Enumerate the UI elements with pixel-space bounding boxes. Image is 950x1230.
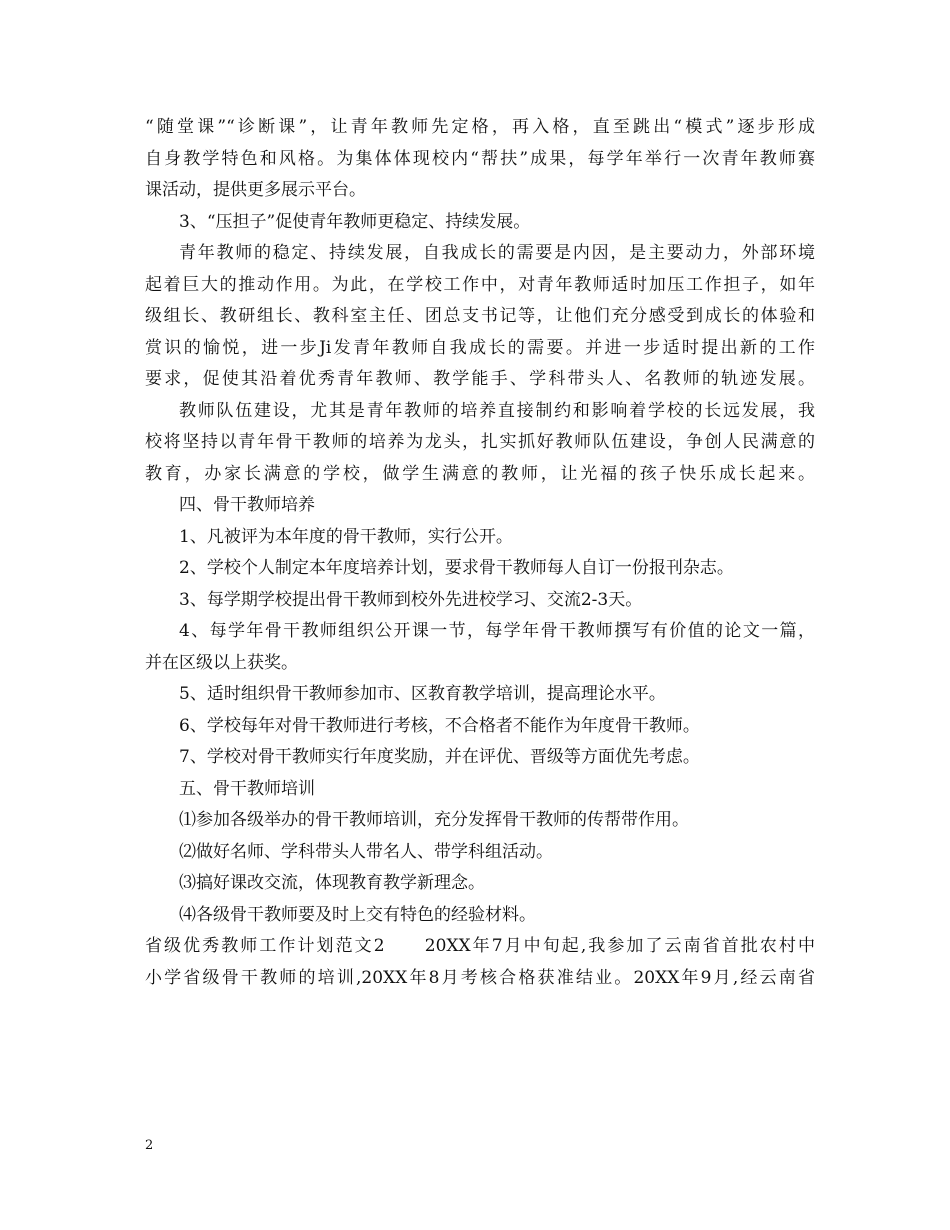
text-line: 3、“压担子”促使青年教师更稳定、持续发展。 [179, 211, 531, 232]
text-line: 课活动，提供更多展示平台。 [145, 180, 366, 200]
text-line: 教师队伍建设，尤其是青年教师的培养直接制约和影响着学校的长远发展，我 [179, 400, 815, 421]
text-line: 四、骨干教师培养 [179, 495, 315, 515]
text-line: ⑷各级骨干教师要及时上交有特色的经验材料。 [179, 904, 536, 925]
text-line: 6、学校每年对骨干教师进行考核，不合格者不能作为年度骨干教师。 [179, 715, 700, 736]
text-line: 级组长、教研组长、教科室主任、团总支书记等，让他们充分感受到成长的体验和 [145, 306, 815, 326]
text-line: 4、每学年骨干教师组织公开课一节，每学年骨干教师撰写有价值的论文一篇， [179, 621, 815, 641]
text-line: 教育，办家长满意的学校，做学生满意的教师，让光福的孩子快乐成长起来。 [145, 463, 815, 484]
text-line: 1、凡被评为本年度的骨干教师，实行公开。 [179, 526, 513, 547]
text-line: 小学省级骨干教师的培训,20XX年8月考核合格获准结业。20XX年9月,经云南省 [145, 967, 815, 988]
document-body [145, 112, 815, 994]
text-line: 赏识的愉悦，进一步Ji发青年教师自我成长的需要。并进一步适时提出新的工作 [145, 337, 815, 358]
text-line: ⑴参加各级举办的骨干教师培训，充分发挥骨干教师的传帮带作用。 [179, 810, 689, 830]
text-line: 起着巨大的推动作用。为此，在学校工作中，对青年教师适时加压工作担子，如年 [145, 274, 815, 295]
text-line: “随堂课”“诊断课”，让青年教师先定格，再入格，直至跳出“模式”逐步形成 [145, 117, 815, 137]
text-line: 省级优秀教师工作计划范文2 20XX年7月中旬起,我参加了云南省首批农村中 [145, 936, 815, 956]
text-line: 3、每学期学校提出骨干教师到校外先进校学习、交流2-3天。 [179, 589, 643, 610]
text-line: 5、适时组织骨干教师参加市、区教育教学培训，提高理论水平。 [179, 684, 666, 704]
text-line: 7、学校对骨干教师实行年度奖励，并在评优、晋级等方面优先考虑。 [179, 747, 700, 767]
text-line: 并在区级以上获奖。 [145, 652, 298, 673]
text-line: ⑶搞好课改交流，体现教育教学新理念。 [179, 873, 485, 893]
text-line: ⑵做好名师、学科带头人带名人、带学科组活动。 [179, 841, 553, 862]
text-line: 自身教学特色和风格。为集体体现校内“帮扶”成果，每学年举行一次青年教师赛 [145, 148, 815, 169]
text-line: 青年教师的稳定、持续发展，自我成长的需要是内因，是主要动力，外部环境 [179, 243, 815, 263]
page-number: 2 [145, 1138, 154, 1153]
text-line: 校将坚持以青年骨干教师的培养为龙头，扎实抓好教师队伍建设，争创人民满意的 [145, 432, 815, 452]
text-line: 五、骨干教师培训 [179, 778, 315, 799]
text-line: 2、学校个人制定本年度培养计划，要求骨干教师每人自订一份报刊杂志。 [179, 558, 734, 578]
text-line: 要求，促使其沿着优秀青年教师、教学能手、学科带头人、名教师的轨迹发展。 [145, 369, 815, 389]
